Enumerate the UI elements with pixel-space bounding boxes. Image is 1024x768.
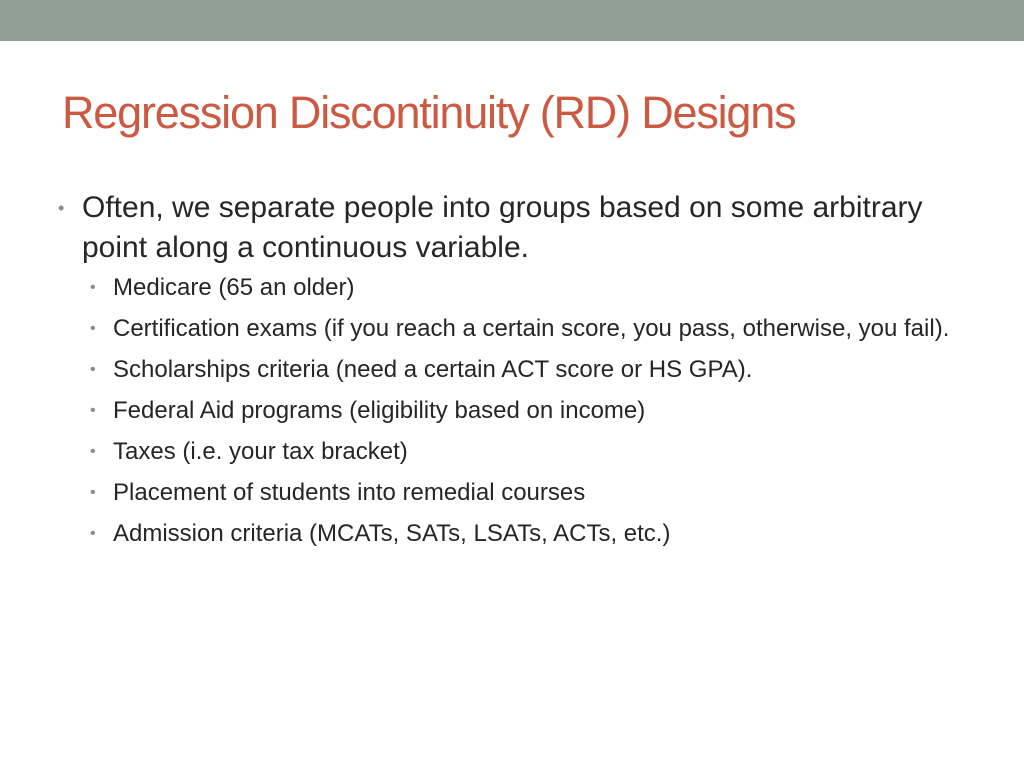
sub-bullet-text: Taxes (i.e. your tax bracket) bbox=[113, 438, 408, 465]
sub-bullet bbox=[56, 434, 956, 469]
sub-bullet-text: Federal Aid programs (eligibility based on income) bbox=[113, 397, 646, 424]
bullet-dot-icon: • bbox=[90, 484, 96, 501]
sub-bullet bbox=[56, 393, 956, 428]
sub-bullet bbox=[56, 311, 956, 346]
slide-title: Regression Discontinuity (RD) Designs bbox=[62, 87, 796, 138]
bullet-dot-icon: • bbox=[90, 402, 96, 419]
main-bullet bbox=[56, 188, 956, 268]
sub-bullet bbox=[56, 475, 956, 510]
bullet-dot-icon: • bbox=[90, 279, 96, 296]
bullet-dot-icon: • bbox=[90, 525, 96, 542]
bullet-dot-icon: • bbox=[90, 320, 96, 337]
bullet-dot-icon: • bbox=[90, 361, 96, 378]
sub-bullet-text: Certification exams (if you reach a certain score, you pass, otherwise, you fail). bbox=[113, 315, 950, 342]
bullet-dot-icon: • bbox=[58, 198, 65, 218]
main-bullet-text: Often, we separate people into groups based on some arbitrary point along a continuous variable. bbox=[82, 191, 923, 264]
sub-bullet bbox=[56, 270, 956, 305]
sub-bullet-list bbox=[56, 270, 956, 551]
bullet-dot-icon: • bbox=[90, 443, 96, 460]
sub-bullet-text: Scholarships criteria (need a certain ACT score or HS GPA). bbox=[113, 356, 753, 383]
sub-bullet-text: Medicare (65 an older) bbox=[113, 274, 355, 301]
slide-body bbox=[56, 188, 956, 557]
top-color-band bbox=[0, 0, 1024, 41]
sub-bullet bbox=[56, 352, 956, 387]
sub-bullet bbox=[56, 516, 956, 551]
sub-bullet-text: Placement of students into remedial courses bbox=[113, 479, 586, 506]
sub-bullet-text: Admission criteria (MCATs, SATs, LSATs, ACTs, etc.) bbox=[113, 520, 671, 547]
